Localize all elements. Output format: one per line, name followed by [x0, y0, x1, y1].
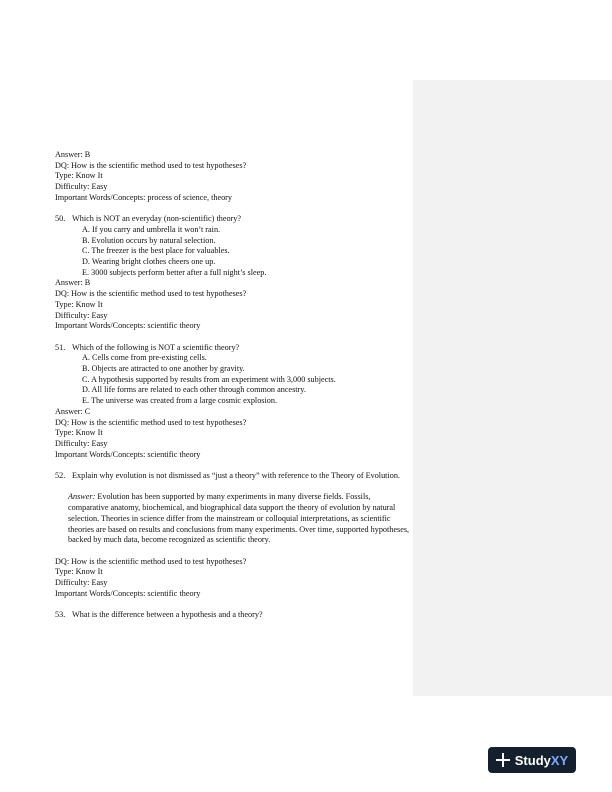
- concepts-line: Important Words/Concepts: scientific theory: [55, 588, 201, 598]
- answer-line: Answer: B: [55, 150, 91, 159]
- question-number: 52.: [55, 471, 66, 481]
- answer-line: Answer: C: [55, 406, 91, 416]
- answer-label: Answer:: [68, 492, 96, 502]
- option-a: A. Cells come from pre-existing cells.: [82, 353, 207, 363]
- answer-paragraph: [55, 492, 410, 546]
- dq-line: DQ: How is the scientific method used to test hypotheses?: [55, 160, 247, 170]
- question-51: [55, 343, 410, 354]
- document-content: [55, 150, 410, 621]
- difficulty-line: Difficulty: Easy: [55, 578, 108, 588]
- question-53: [55, 610, 410, 621]
- question-text: Which of the following is NOT a scientific theory?: [72, 342, 240, 352]
- dq-line: DQ: How is the scientific method used to test hypotheses?: [55, 289, 247, 299]
- question-50: [55, 214, 410, 225]
- studyxy-logo-badge[interactable]: [488, 747, 576, 773]
- dq-line: DQ: How is the scientific method used to test hypotheses?: [55, 417, 247, 427]
- brand-name: StudyXY: [514, 752, 569, 768]
- difficulty-line: Difficulty: Easy: [55, 182, 108, 192]
- difficulty-line: Difficulty: Easy: [55, 438, 108, 448]
- plus-icon: [496, 753, 510, 767]
- option-d: D. Wearing bright clothes cheers one up.: [82, 257, 216, 267]
- question-number: 51.: [55, 342, 66, 352]
- concepts-line: Important Words/Concepts: scientific theory: [55, 449, 201, 459]
- question-text: What is the difference between a hypothesis and a theory?: [72, 610, 263, 620]
- answer-line: Answer: B: [55, 278, 91, 288]
- concepts-line: Important Words/Concepts: scientific theory: [55, 321, 201, 331]
- type-line: Type: Know It: [55, 428, 103, 438]
- option-d: D. All life forms are related to each other through common ancestry.: [82, 385, 306, 395]
- question-number: 50.: [55, 214, 66, 224]
- option-e: E. 3000 subjects perform better after a full night’s sleep.: [82, 267, 267, 277]
- option-b: B. Evolution occurs by natural selection.: [82, 235, 216, 245]
- question-52: [55, 471, 410, 482]
- option-c: C. A hypothesis supported by results from an experiment with 3,000 subjects.: [82, 374, 336, 384]
- type-line: Type: Know It: [55, 171, 103, 181]
- question-text: Which is NOT an everyday (non-scientific) theory?: [72, 214, 241, 224]
- option-a: A. If you carry and umbrella it won’t rain.: [82, 224, 221, 234]
- type-line: Type: Know It: [55, 567, 103, 577]
- difficulty-line: Difficulty: Easy: [55, 310, 108, 320]
- type-line: Type: Know It: [55, 299, 103, 309]
- comment-sidebar: [413, 80, 612, 696]
- option-b: B. Objects are attracted to one another by gravity.: [82, 364, 245, 374]
- option-e: E. The universe was created from a large cosmic explosion.: [82, 396, 277, 406]
- dq-line: DQ: How is the scientific method used to test hypotheses?: [55, 556, 247, 566]
- question-text: Explain why evolution is not dismissed as “just a theory” with reference to the Theory of Evolution.: [72, 471, 400, 481]
- question-number: 53.: [55, 610, 66, 620]
- option-c: C. The freezer is the best place for valuables.: [82, 246, 230, 256]
- answer-text: Evolution has been supported by many experiments in many diverse fields. Fossils, comparative anatomy, biochemical, and biographical data support the theory of evolution by natural selection. Theories in science differ from the mainstream or colloquial interpretations, as scientific theories are based on results and conclusions from many experiments. Over time, supported hypotheses, backed by much data, become recognized as scientific theory.: [68, 492, 410, 545]
- concepts-line: Important Words/Concepts: process of science, theory: [55, 192, 232, 202]
